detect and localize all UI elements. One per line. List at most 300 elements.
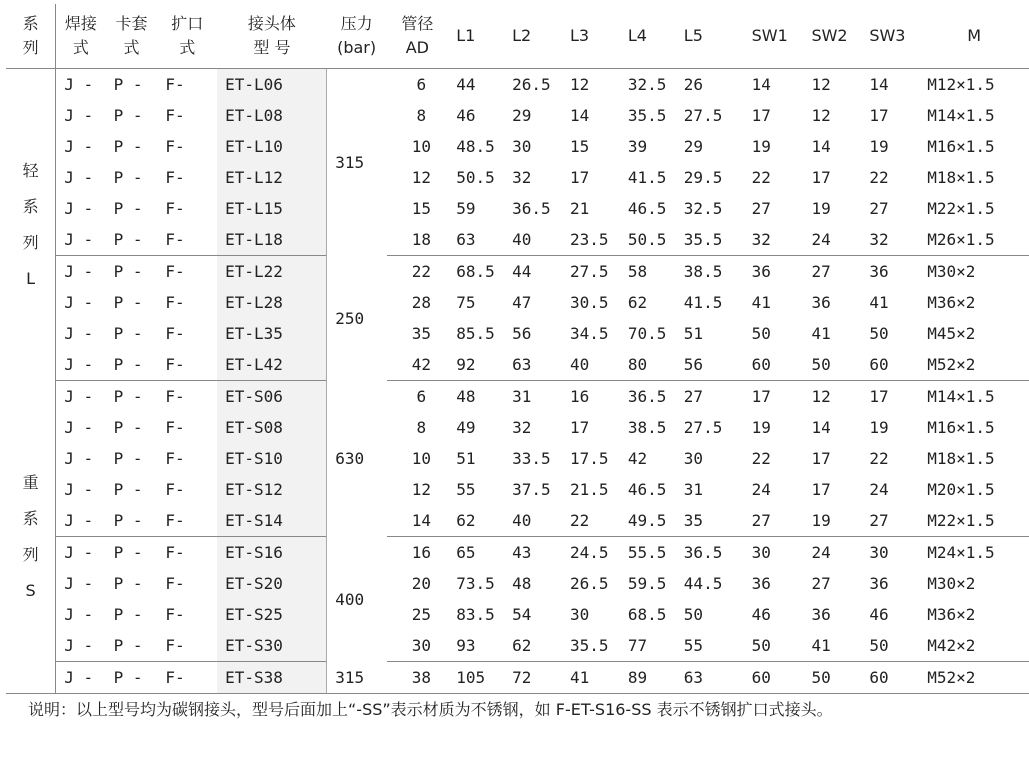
cell-m: M12×1.5 [927,75,995,94]
cell-ferrule: P - [113,262,143,281]
cell-ferrule: P - [113,324,143,343]
cell-sw2: 19 [811,199,831,218]
cell-model: ET-L42 [217,349,327,381]
cell-sw3: 19 [869,418,889,437]
cell-flare: F- [165,137,185,156]
cell-l3: 12 [570,75,590,94]
cell-weld: J - [56,630,106,662]
cell-ad: 12 [411,480,431,499]
cell-l5: 35.5 [676,224,744,256]
cell-sw1: 60 [744,662,804,694]
cell-model: ET-S30 [217,630,327,662]
header-l2: L2 [504,4,562,69]
cell-l2: 30 [512,137,532,156]
cell-l5: 36.5 [683,543,723,562]
cell-weld: J - [56,662,106,694]
cell-l3: 16 [570,387,590,406]
cell-sw3: 22 [869,168,889,187]
cell-l1: 55 [456,480,476,499]
cell-sw2: 41 [811,324,831,343]
cell-l2: 72 [504,662,562,694]
cell-sw3: 46 [869,605,889,624]
cell-m: M36×2 [927,605,976,624]
cell-flare: F- [165,168,185,187]
cell-flare: F- [165,574,185,593]
header-m: M [919,4,1029,69]
cell-ad: 16 [411,543,431,562]
cell-sw1: 36 [751,262,771,281]
cell-l1: 51 [456,449,476,468]
cell-sw3: 17 [869,387,889,406]
cell-ferrule: P - [113,418,143,437]
cell-ad: 6 [416,75,427,94]
header-sw2: SW2 [803,4,861,69]
cell-ferrule: P - [113,480,143,499]
cell-l4: 46.5 [627,480,667,499]
cell-sw3: 36 [869,574,889,593]
cell-l3: 17 [570,418,590,437]
cell-sw1: 46 [751,605,771,624]
table-row [6,568,1029,599]
cell-l2: 32 [512,168,532,187]
cell-m: M36×2 [927,293,976,312]
header-ferrule-text: 卡套 式 [115,14,148,57]
table-row [6,287,1029,318]
cell-m: M52×2 [919,662,1029,694]
cell-flare: F- [165,605,185,624]
table-row [6,630,1029,662]
cell-l1: 73.5 [456,574,495,593]
cell-weld: J - [64,480,94,499]
cell-l1: 83.5 [456,605,495,624]
cell-sw2: 17 [811,168,831,187]
cell-ferrule: P - [113,75,143,94]
header-pressure-text: 压力 (bar) [337,14,377,57]
cell-l3: 21 [570,199,590,218]
cell-ad: 28 [411,293,431,312]
cell-l2: 31 [512,387,532,406]
cell-sw1: 30 [751,543,771,562]
cell-m: M45×2 [927,324,976,343]
cell-sw3: 50 [869,324,889,343]
cell-m: M16×1.5 [927,137,995,156]
cell-l4: 58 [627,262,648,281]
cell-l2: 56 [512,324,532,343]
cell-l4: 41.5 [627,168,667,187]
cell-ad: 8 [416,106,427,125]
cell-sw1: 41 [751,293,771,312]
cell-l5: 27 [683,387,704,406]
cell-model: ET-S38 [217,662,327,694]
cell-l4: 32.5 [627,75,667,94]
cell-ad: 10 [411,137,431,156]
cell-l5: 50 [683,605,704,624]
header-flare-text: 扩口 式 [171,14,204,57]
pressure-cell: 315 [327,662,387,694]
cell-flare: F- [165,480,185,499]
cell-weld: J - [64,106,94,125]
cell-sw2: 36 [811,605,831,624]
table-row [6,224,1029,256]
cell-ferrule: P - [113,605,143,624]
pressure-cell: 250 [327,256,387,381]
cell-model: ET-S20 [217,568,327,599]
cell-sw3: 60 [861,349,919,381]
cell-flare: F- [157,662,217,694]
cell-m: M42×2 [919,630,1029,662]
cell-l3: 14 [570,106,590,125]
cell-l1: 48.5 [456,137,495,156]
cell-sw3: 14 [869,75,889,94]
cell-ad: 14 [387,505,449,537]
table-row [6,131,1029,162]
cell-l4: 80 [620,349,676,381]
table-header [6,4,1029,69]
cell-weld: J - [64,418,94,437]
cell-sw1: 27 [751,199,771,218]
cell-ferrule: P - [113,137,143,156]
cell-l1: 62 [448,505,504,537]
cell-model: ET-S10 [217,443,327,474]
cell-model: ET-L08 [217,100,327,131]
cell-model: ET-L28 [217,287,327,318]
cell-l2: 29 [512,106,532,125]
cell-weld: J - [64,387,94,406]
cell-l5: 26 [683,75,704,94]
cell-l3: 17.5 [570,449,609,468]
cell-l4: 36.5 [627,387,667,406]
cell-l5: 55 [676,630,744,662]
cell-l4: 59.5 [627,574,667,593]
cell-flare: F- [165,418,185,437]
cell-sw3: 36 [869,262,889,281]
cell-l2: 37.5 [512,480,551,499]
cell-l5: 30 [683,449,704,468]
header-weld-text: 焊接 式 [64,14,97,57]
series-label-text: 轻 系 列 L [22,160,39,288]
cell-l2: 62 [504,630,562,662]
cell-m: M22×1.5 [919,505,1029,537]
cell-sw2: 36 [811,293,831,312]
cell-l5: 29.5 [683,168,723,187]
cell-ferrule: P - [106,505,158,537]
cell-weld: J - [64,293,94,312]
table-body [6,69,1029,694]
cell-sw1: 24 [751,480,771,499]
cell-l3: 40 [562,349,620,381]
cell-flare: F- [165,324,185,343]
table-row [6,474,1029,505]
cell-m: M22×1.5 [927,199,995,218]
table-row [6,162,1029,193]
cell-model: ET-L06 [217,69,327,101]
pressure-cell: 630 [327,381,387,537]
cell-weld: J - [56,224,106,256]
cell-l4: 89 [620,662,676,694]
cell-model: ET-S12 [217,474,327,505]
cell-l3: 22 [562,505,620,537]
cell-ferrule: P - [106,349,158,381]
cell-l1: 65 [456,543,476,562]
cell-ferrule: P - [106,630,158,662]
cell-l1: 48 [456,387,476,406]
cell-l2: 54 [512,605,532,624]
cell-sw3: 41 [869,293,889,312]
cell-l3: 34.5 [570,324,609,343]
cell-l2: 63 [504,349,562,381]
cell-l5: 27.5 [683,418,723,437]
cell-weld: J - [64,324,94,343]
cell-m: M16×1.5 [927,418,995,437]
cell-weld: J - [64,449,94,468]
series-label-text: 重 系 列 S [22,472,39,600]
cell-l5: 41.5 [683,293,723,312]
cell-sw2: 12 [811,387,831,406]
cell-m: M26×1.5 [919,224,1029,256]
table-row [6,349,1029,381]
cell-model: ET-L18 [217,224,327,256]
cell-ad: 12 [411,168,431,187]
cell-l4: 62 [627,293,648,312]
cell-ad: 6 [416,387,427,406]
header-flare [157,4,217,69]
cell-model: ET-L35 [217,318,327,349]
cell-sw3: 27 [861,505,919,537]
cell-l2: 47 [512,293,532,312]
cell-l4: 38.5 [627,418,667,437]
header-pipe [387,4,449,69]
cell-l5: 38.5 [683,262,723,281]
cell-l4: 77 [620,630,676,662]
cell-sw1: 50 [751,324,771,343]
cell-ferrule: P - [113,387,143,406]
cell-l2: 36.5 [512,199,551,218]
cell-l3: 26.5 [570,574,609,593]
cell-m: M14×1.5 [927,387,995,406]
cell-l1: 63 [448,224,504,256]
cell-l4: 46.5 [627,199,667,218]
cell-ferrule: P - [113,543,143,562]
cell-l1: 49 [456,418,476,437]
cell-l1: 85.5 [456,324,495,343]
cell-l2: 44 [512,262,532,281]
cell-flare: F- [165,543,185,562]
cell-model: ET-L12 [217,162,327,193]
footnote: 说明：以上型号均为碳钢接头，型号后面加上“-SS”表示材质为不锈钢，如 F-ET-S16-SS 表示不锈钢扩口式接头。 [6,694,1029,726]
cell-ad: 22 [411,262,431,281]
cell-ad: 10 [411,449,431,468]
cell-l3: 30.5 [570,293,609,312]
cell-ferrule: P - [113,574,143,593]
table-row [6,412,1029,443]
cell-l2: 43 [512,543,532,562]
cell-ferrule: P - [113,199,143,218]
cell-m: M18×1.5 [927,168,995,187]
cell-l1: 44 [456,75,476,94]
cell-l4: 49.5 [620,505,676,537]
cell-l1: 92 [448,349,504,381]
cell-weld: J - [64,137,94,156]
cell-weld: J - [64,605,94,624]
cell-sw1: 17 [751,106,771,125]
cell-ad: 8 [416,418,427,437]
cell-sw2: 12 [811,106,831,125]
cell-sw2: 12 [811,75,831,94]
cell-sw3: 60 [861,662,919,694]
cell-ferrule: P - [106,224,158,256]
cell-ad: 18 [387,224,449,256]
cell-l5: 51 [683,324,704,343]
table-row [6,318,1029,349]
header-series-text: 系 列 [22,14,39,57]
cell-sw3: 32 [861,224,919,256]
table-row [6,256,1029,288]
cell-l1: 105 [448,662,504,694]
cell-l3: 41 [562,662,620,694]
cell-sw3: 27 [869,199,889,218]
table-row [6,599,1029,630]
cell-sw2: 41 [803,630,861,662]
cell-l3: 23.5 [562,224,620,256]
header-sw1: SW1 [744,4,804,69]
cell-l3: 30 [570,605,590,624]
cell-sw2: 27 [811,262,831,281]
cell-sw1: 22 [751,168,771,187]
cell-l1: 75 [456,293,476,312]
cell-sw2: 14 [811,137,831,156]
cell-model: ET-S08 [217,412,327,443]
cell-l5: 31 [683,480,704,499]
cell-l4: 42 [627,449,648,468]
cell-l5: 35 [676,505,744,537]
cell-m: M52×2 [919,349,1029,381]
table-row [6,193,1029,224]
header-series [6,4,56,69]
table-row [6,100,1029,131]
cell-ad: 30 [387,630,449,662]
cell-l3: 21.5 [570,480,609,499]
cell-sw1: 27 [744,505,804,537]
fitting-spec-table [6,4,1029,725]
cell-ad: 15 [411,199,431,218]
cell-flare: F- [165,199,185,218]
cell-ferrule: P - [113,449,143,468]
cell-model: ET-S06 [217,381,327,413]
cell-flare: F- [165,293,185,312]
cell-l3: 24.5 [570,543,609,562]
cell-sw2: 17 [811,449,831,468]
pressure-cell: 400 [327,537,387,662]
cell-flare: F- [157,349,217,381]
cell-weld: J - [64,574,94,593]
cell-sw1: 17 [751,387,771,406]
cell-flare: F- [165,387,185,406]
cell-ferrule: P - [113,168,143,187]
cell-sw2: 24 [803,224,861,256]
cell-l2: 26.5 [512,75,551,94]
cell-l2: 33.5 [512,449,551,468]
cell-sw3: 17 [869,106,889,125]
header-model [217,4,327,69]
series-label [6,69,56,381]
header-weld [56,4,106,69]
cell-ad: 35 [411,324,431,343]
cell-sw2: 14 [811,418,831,437]
cell-l1: 50.5 [456,168,495,187]
header-ferrule [106,4,158,69]
header-l5: L5 [676,4,744,69]
cell-ad: 20 [411,574,431,593]
cell-weld: J - [64,262,94,281]
cell-l2: 32 [512,418,532,437]
cell-m: M30×2 [927,574,976,593]
cell-l2: 40 [504,224,562,256]
cell-model: ET-L22 [217,256,327,288]
cell-l3: 17 [570,168,590,187]
cell-sw1: 19 [751,418,771,437]
cell-l4: 39 [627,137,648,156]
cell-m: M20×1.5 [927,480,995,499]
table-row [6,381,1029,413]
cell-sw3: 24 [869,480,889,499]
cell-sw3: 30 [869,543,889,562]
header-pipe-text: 管径 AD [401,14,434,57]
cell-l5: 63 [676,662,744,694]
header-model-text: 接头体 型 号 [247,14,296,57]
cell-sw1: 36 [751,574,771,593]
cell-sw3: 22 [869,449,889,468]
cell-sw2: 24 [811,543,831,562]
cell-sw1: 50 [744,630,804,662]
cell-l4: 50.5 [620,224,676,256]
cell-l5: 56 [676,349,744,381]
header-l4: L4 [620,4,676,69]
table-row [6,505,1029,537]
table-row [6,69,1029,101]
cell-sw3: 50 [861,630,919,662]
header-sw3: SW3 [861,4,919,69]
cell-flare: F- [165,262,185,281]
cell-flare: F- [165,106,185,125]
cell-model: ET-S14 [217,505,327,537]
cell-l5: 44.5 [683,574,723,593]
table-row [6,537,1029,569]
cell-m: M18×1.5 [927,449,995,468]
cell-sw1: 60 [744,349,804,381]
cell-l1: 93 [448,630,504,662]
cell-sw1: 14 [751,75,771,94]
table-row [6,443,1029,474]
cell-l3: 15 [570,137,590,156]
table-row [6,662,1029,694]
cell-m: M30×2 [927,262,976,281]
cell-l2: 40 [504,505,562,537]
cell-ad: 42 [387,349,449,381]
cell-l5: 27.5 [683,106,723,125]
cell-sw2: 50 [803,662,861,694]
cell-sw2: 17 [811,480,831,499]
cell-l3: 27.5 [570,262,609,281]
cell-model: ET-S16 [217,537,327,569]
header-l3: L3 [562,4,620,69]
cell-ferrule: P - [106,662,158,694]
cell-l5: 32.5 [683,199,723,218]
cell-weld: J - [56,505,106,537]
cell-m: M24×1.5 [927,543,995,562]
cell-weld: J - [56,349,106,381]
cell-flare: F- [157,505,217,537]
cell-ad: 38 [387,662,449,694]
